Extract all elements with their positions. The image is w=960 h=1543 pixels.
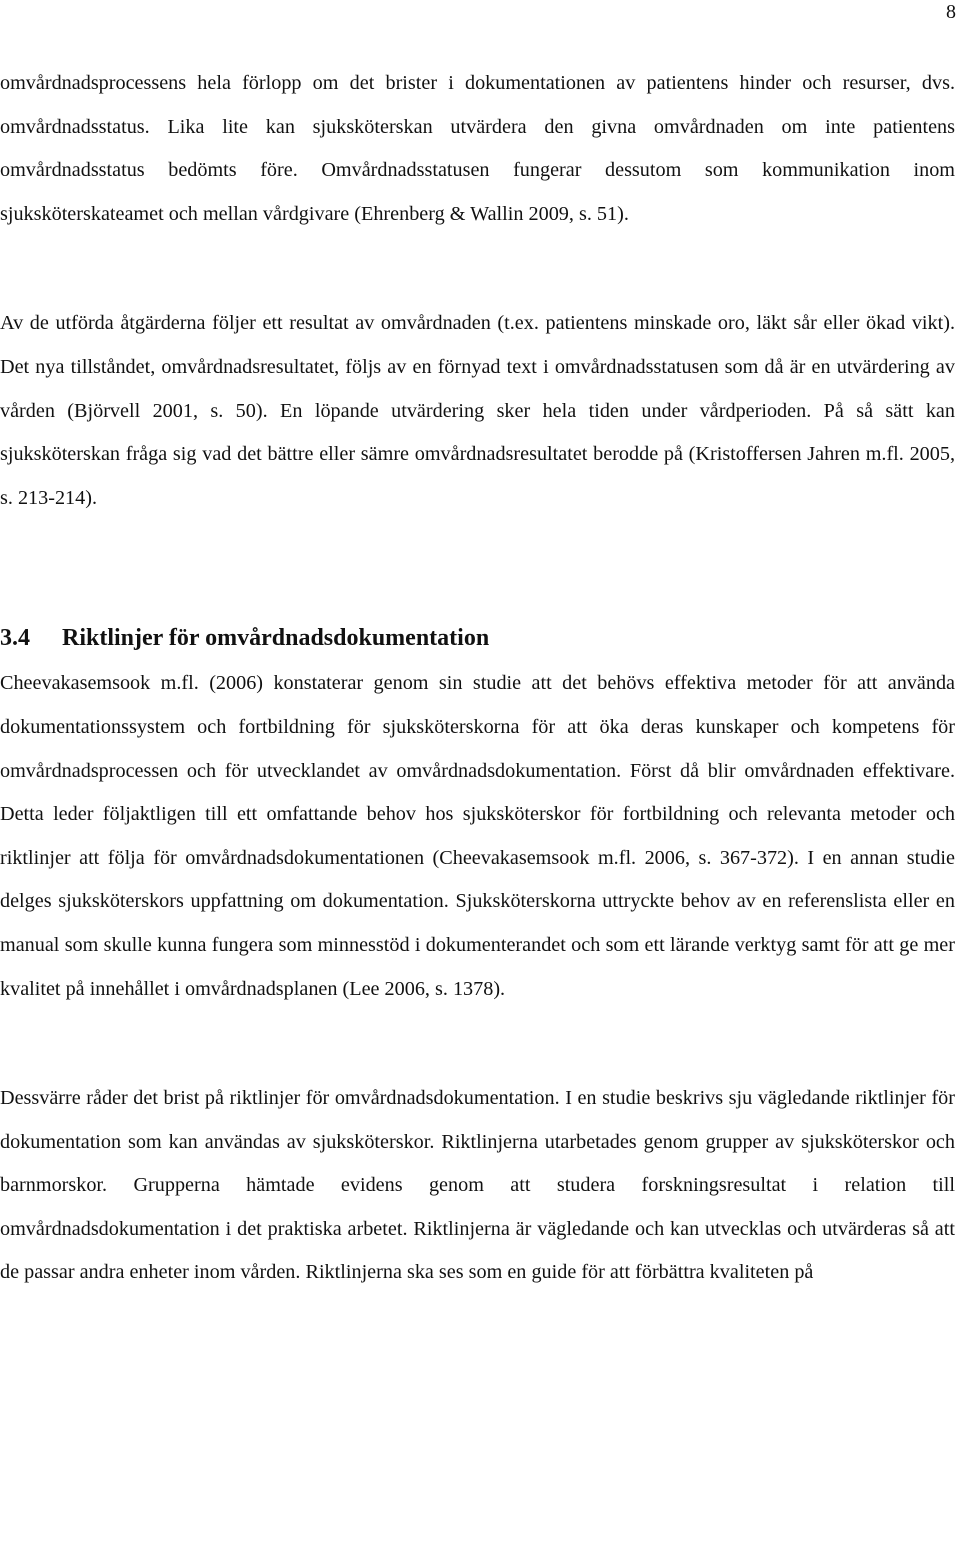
- section-number: 3.4: [0, 625, 30, 652]
- paragraph-spacer: [0, 1011, 955, 1077]
- paragraph-documentation-methods: Cheevakasemsook m.fl. (2006) konstaterar genom sin studie att det behövs effektiva metoder för att använda dokumentationssystem och fortbildning för sjuksköterskorna för att öka deras kunskaper och kompetens för omvårdnadsprocessen och för utvecklandet av omvårdnadsdokumentation. Först då blir omvårdnaden effektivare. Detta leder följaktligen till ett omfattande behov hos sjuksköterskor för fortbildning och relevanta metoder och riktlinjer att följa för omvårdnadsdokumentationen (Cheevakasemsook m.fl. 2006, s. 367-372). I en annan studie delges sjuksköterskors uppfattning om dokumentation. Sjuksköterskorna uttryckte behov av en referenslista eller en manual som skulle kunna fungera som minnesstöd i dokumenterandet och som ett lärande verktyg samt för att ge mer kvalitet på innehållet i omvårdnadsplanen (Lee 2006, s. 1378).: [0, 672, 955, 1000]
- paragraph-nursing-outcome: Av de utförda åtgärderna följer ett resultat av omvårdnaden (t.ex. patientens minskade oro, läkt sår eller ökad vikt). Det nya tillståndet, omvårdnadsresultatet, följs av en förnyad text i omvårdnadsstatusen som då är en utvärdering av vården (Björvell 2001, s. 50). En löpande utvärdering sker hela tiden under vårdperioden. På så sätt kan sjuksköterskan fråga sig vad det bättre eller sämre omvårdnadsresultatet berodde på (Kristoffersen Jahren m.fl. 2005, s. 213-214).: [0, 312, 955, 509]
- section-title: Riktlinjer för omvårdnadsdokumentation: [62, 625, 490, 652]
- paragraph-nursing-status: omvårdnadsprocessens hela förlopp om det brister i dokumentationen av patientens hinder och resurser, dvs. omvårdnadsstatus. Lika lite kan sjuksköterskan utvärdera den givna omvårdnaden om inte patientens omvårdnadsstatus bedömts före. Omvårdnadsstatusen fungerar dessutom som kommunikation inom sjuksköterskateamet och mellan vårdgivare (Ehrenberg & Wallin 2009, s. 51).: [0, 72, 955, 225]
- page-number: 8: [946, 1, 956, 23]
- paragraph-spacer: [0, 236, 955, 302]
- document-body: [0, 62, 955, 1295]
- section-heading: [0, 618, 955, 662]
- paragraph-guidelines: Dessvärre råder det brist på riktlinjer för omvårdnadsdokumentation. I en studie beskrivs sju vägledande riktlinjer för dokumentation som kan användas av sjuksköterskor. Riktlinjerna utarbetades genom grupper av sjuksköterskor och barnmorskor. Grupperna hämtade evidens genom att studera forskningsresultat i relation till omvårdnadsdokumentation i det praktiska arbetet. Riktlinjerna är vägledande och kan utvecklas och utvärderas så att de passar andra enheter inom vården. Riktlinjerna ska ses som en guide för att förbättra kvaliteten på: [0, 1087, 955, 1284]
- section-spacer: [0, 520, 955, 618]
